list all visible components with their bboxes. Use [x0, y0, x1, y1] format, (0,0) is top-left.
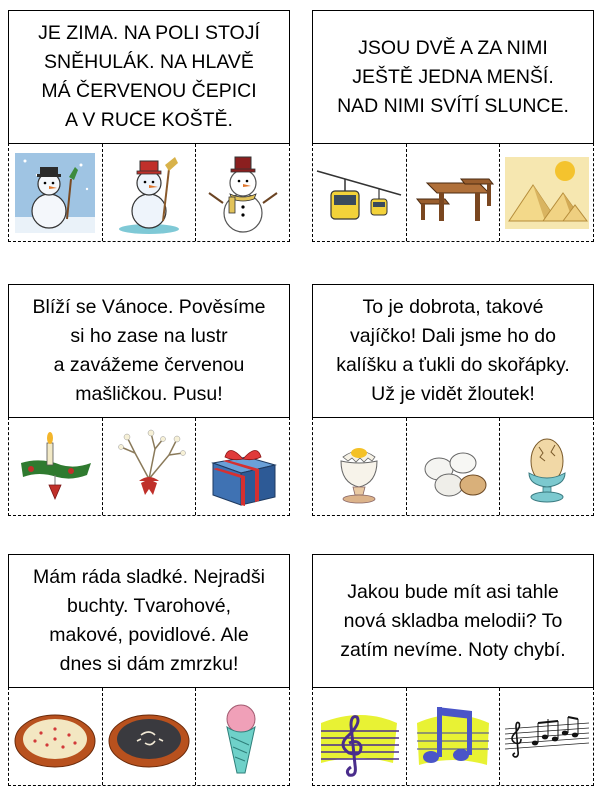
cable-car-icon[interactable]	[313, 144, 407, 241]
text-line: zatím nevíme. Noty chybí.	[340, 638, 566, 661]
ice-cream-icon[interactable]	[196, 688, 289, 785]
text-line: JE ZIMA. NA POLI STOJÍ	[38, 22, 260, 44]
card-egg	[312, 284, 596, 516]
text-line: buchty. Tvarohové,	[66, 595, 232, 617]
text-line: si ho zase na lustr	[70, 325, 228, 347]
cake-icon[interactable]	[9, 688, 103, 785]
eggs-icon[interactable]	[407, 418, 501, 515]
card-pictures	[8, 687, 290, 786]
card-snowman	[8, 10, 292, 242]
text-line: NAD NIMI SVÍTÍ SLUNCE.	[337, 94, 569, 117]
text-line: Blíží se Vánoce. Pověsíme	[32, 296, 266, 318]
text-line: A V RUCE KOŠTĚ.	[65, 109, 233, 131]
christmas-candle-icon[interactable]	[9, 418, 103, 515]
snowman-scarf-icon[interactable]	[196, 144, 289, 241]
text-line: SNĚHULÁK. NA HLAVĚ	[44, 51, 254, 73]
text-line: kalíšku a ťukli do skořápky.	[336, 354, 570, 376]
cracked-egg-cup-icon[interactable]	[313, 418, 407, 515]
card-text	[312, 284, 594, 418]
poppy-cake-icon[interactable]	[103, 688, 197, 785]
gift-box-icon[interactable]	[196, 418, 289, 515]
card-text	[8, 284, 290, 418]
card-pictures	[312, 143, 594, 242]
picnic-table-icon[interactable]	[407, 144, 501, 241]
text-line: nová skladba melodii? To	[343, 609, 563, 632]
text-line: dnes si dám zmrzku!	[59, 653, 239, 675]
text-line: a zavážeme červenou	[53, 354, 245, 376]
treble-clef-icon[interactable]	[313, 688, 407, 785]
card-pictures	[8, 417, 290, 516]
card-pictures	[8, 143, 290, 242]
card-pictures	[312, 417, 594, 516]
text-line: Mám ráda sladké. Nejradši	[33, 566, 265, 588]
mistletoe-icon[interactable]	[103, 418, 197, 515]
card-text	[8, 10, 290, 144]
text-line: makové, povidlové. Ale	[49, 624, 249, 646]
card-mistletoe	[8, 284, 292, 516]
egg-cup-icon[interactable]	[500, 418, 593, 515]
text-line: Jakou bude mít asi tahle	[347, 580, 559, 603]
pyramids-icon[interactable]	[500, 144, 593, 241]
text-line: vajíčko! Dali jsme ho do	[350, 325, 556, 347]
snowman-hat-broom-icon[interactable]	[9, 144, 103, 241]
text-line: mašličkou. Pusu!	[75, 383, 223, 405]
text-line: Už je vidět žloutek!	[371, 383, 535, 405]
snowman-red-hat-broom-icon[interactable]	[103, 144, 197, 241]
text-line: To je dobrota, takové	[362, 296, 544, 318]
card-text	[312, 554, 594, 688]
card-pictures	[312, 687, 594, 786]
music-staff-icon[interactable]	[500, 688, 593, 785]
card-ice-cream	[8, 554, 292, 786]
text-line: MÁ ČERVENOU ČEPICI	[41, 80, 257, 102]
text-line: JEŠTĚ JEDNA MENŠÍ.	[352, 65, 554, 88]
card-text	[8, 554, 290, 688]
card-pyramids	[312, 10, 596, 242]
text-line: JSOU DVĚ A ZA NIMI	[358, 36, 548, 59]
music-notes-icon[interactable]	[407, 688, 501, 785]
card-text	[312, 10, 594, 144]
card-music	[312, 554, 596, 786]
